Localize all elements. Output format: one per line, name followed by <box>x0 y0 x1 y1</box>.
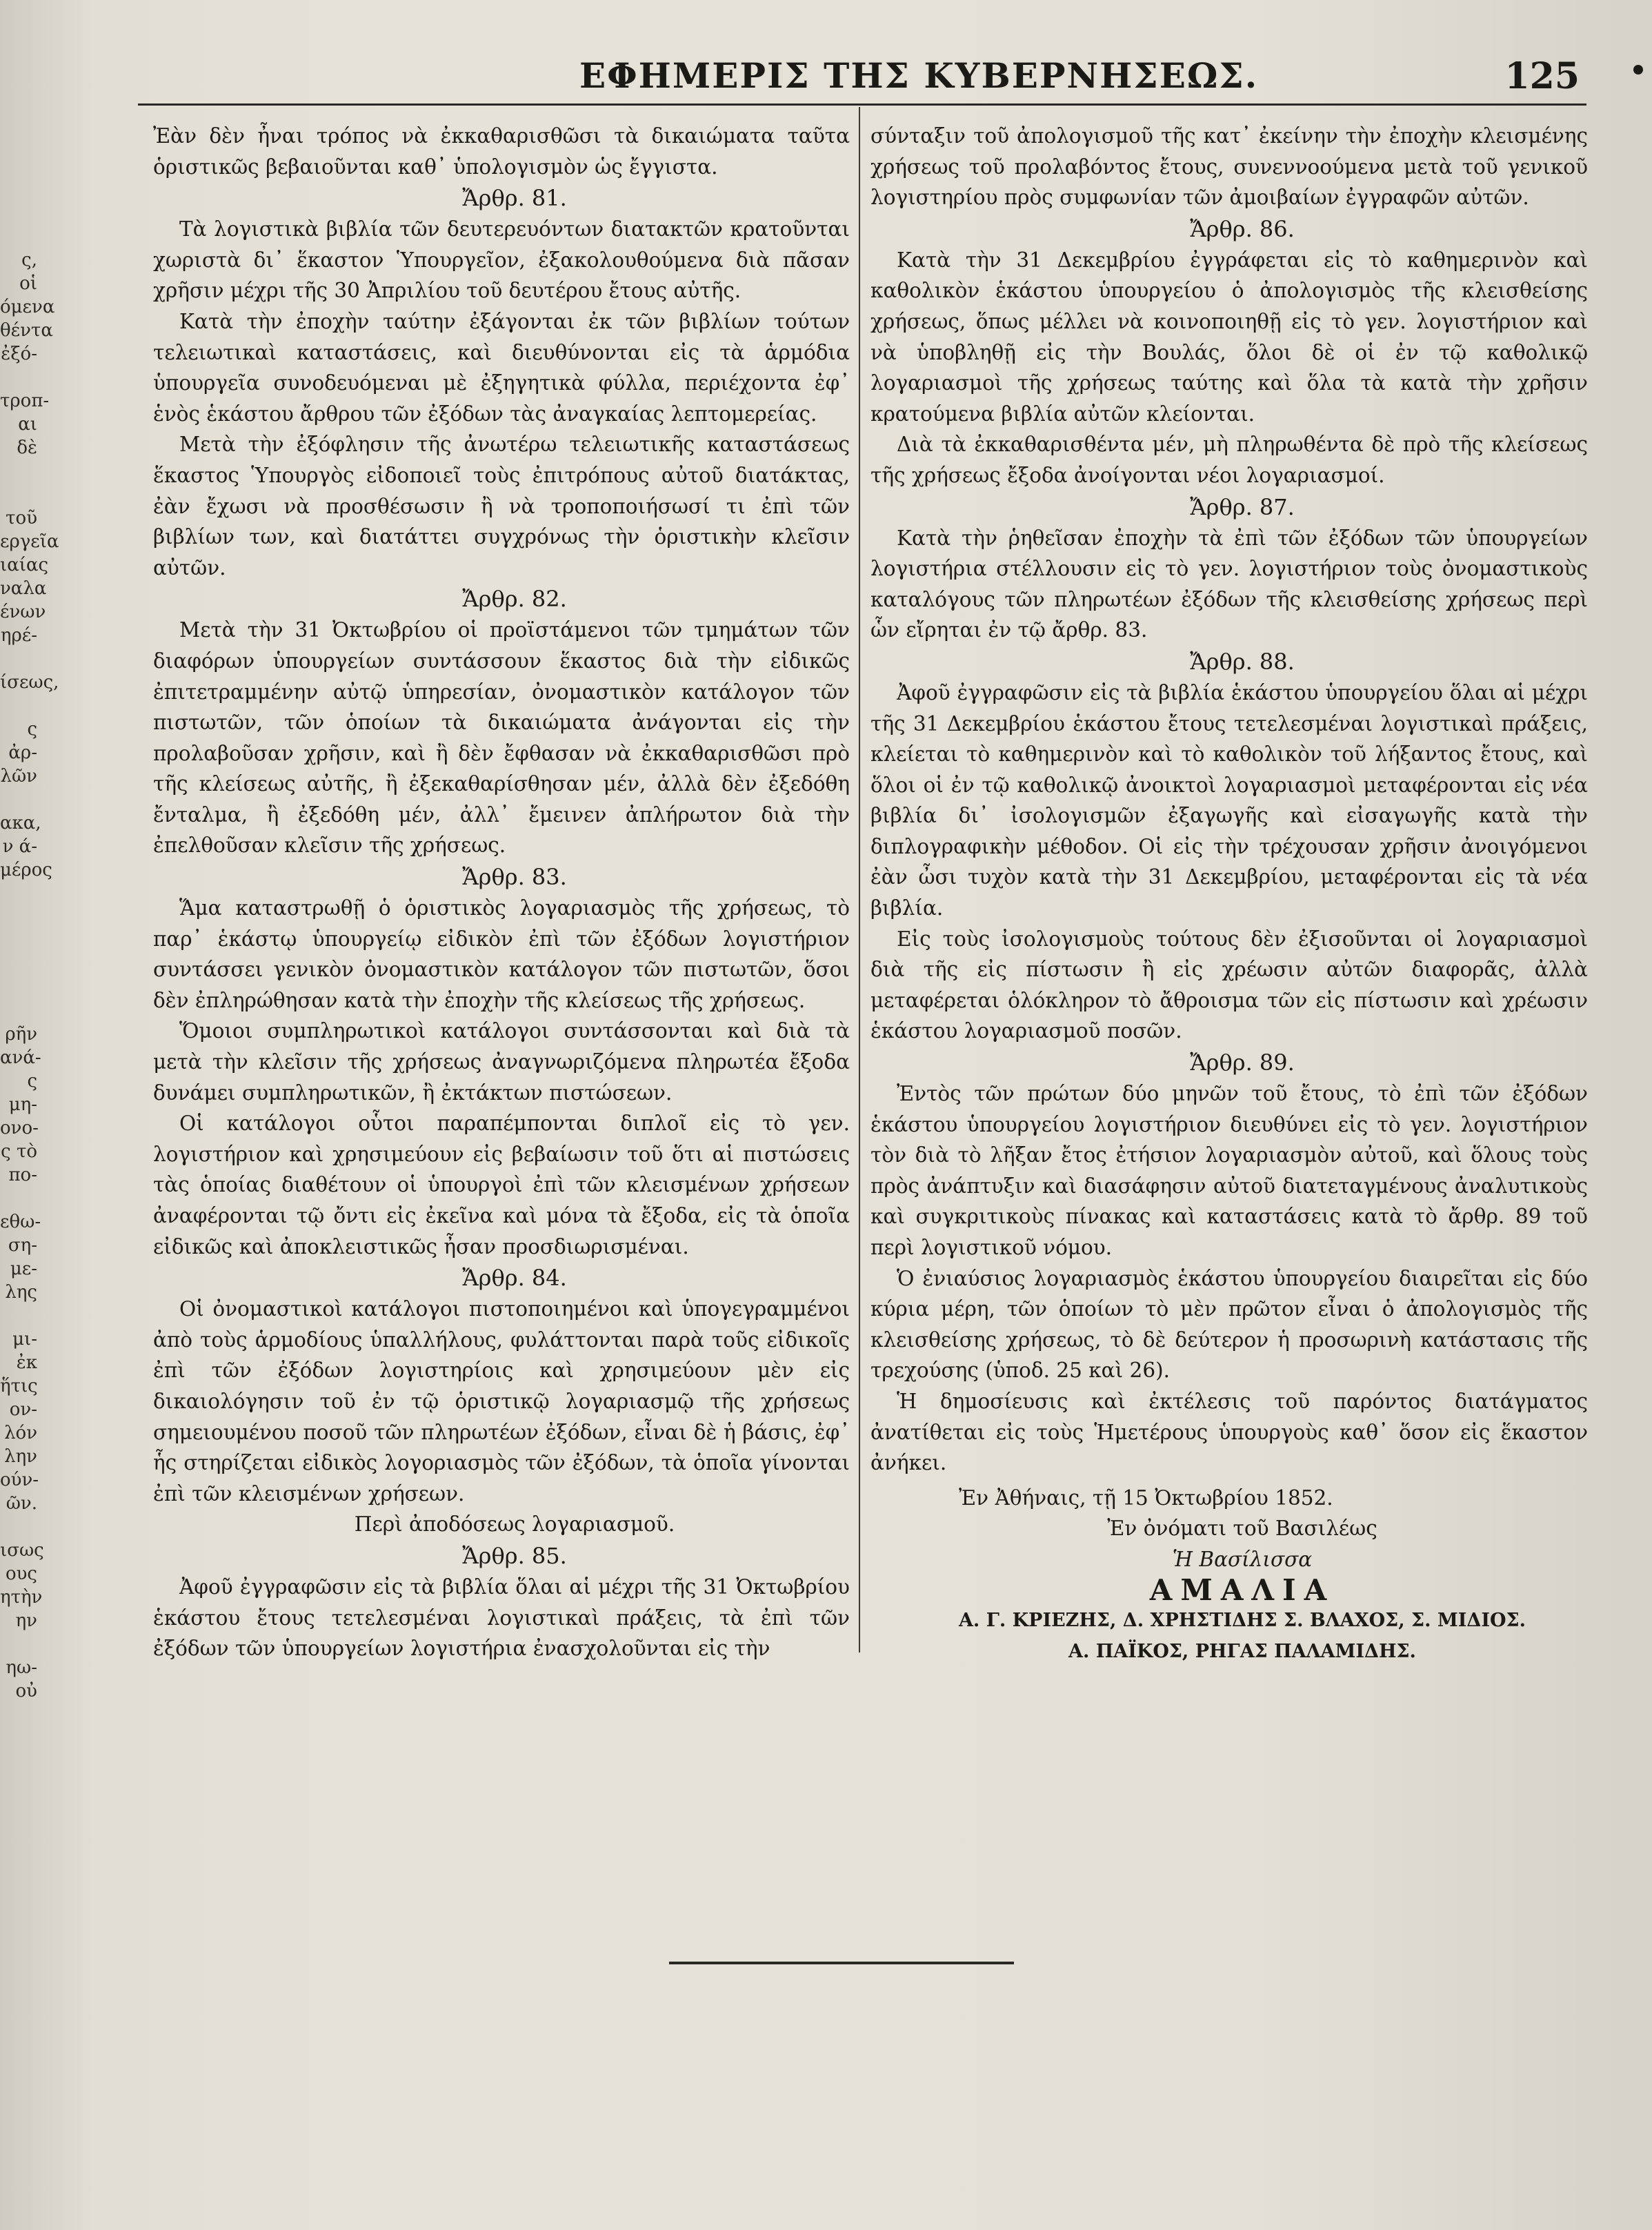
paragraph: Ἀφοῦ ἐγγραφῶσιν εἰς τὰ βιβλία ὅλαι αἱ μέχρι τῆς 31 Ὀκτωβρίου ἑκάστου ἔτους τετελεσμέναι λογιστικαὶ πράξεις, τὰ ἐπὶ τῶν ἐξόδων τῶν ὑπουργείων λογιστήρια ἐνασχολοῦνται εἰς τὴν <box>153 1575 850 1661</box>
article-heading: Ἄρθρ. 81. <box>462 185 567 212</box>
gutter-fragment: εργεῖα <box>0 531 59 552</box>
paragraph: Οἱ κατάλογοι οὗτοι παραπέμπονται διπλοῖ εἰς τὸ γεν. λογιστήριον καὶ χρησιμεύουν εἰς βεβαίωσιν τοῦ ὅτι αἱ πιστώσεις τὰς ὁποίας διαθέτουν οἱ ὑπουργοὶ ἐπὶ τῶν κλεισμένων χρήσεων ἀναφέρονται τῷ ὄντι εἰς ἐκεῖνα καὶ μόνα τὰ ἔξοδα, εἰς τὰ ὁποῖα εἰδικῶς καὶ ἀποκλειστικῶς ἦσαν προσδιωρισμέναι. <box>153 1112 850 1259</box>
gutter-fragment: τοῦ <box>6 508 37 529</box>
gutter-fragment: ναλα <box>0 578 47 599</box>
gutter-fragment: ητὴν <box>0 1587 43 1608</box>
gutter-fragment: μι- <box>12 1329 37 1350</box>
gutter-fragment <box>0 366 37 389</box>
page-header <box>138 55 1586 103</box>
gutter-fragment: ονο- <box>0 1118 39 1138</box>
gutter-fragment: ην <box>15 1610 37 1631</box>
article-heading: Ἄρθρ. 84. <box>462 1265 567 1292</box>
gutter-fragment: ένων <box>0 602 46 622</box>
gutter-fragment <box>0 647 37 671</box>
gutter-fragment: ηρέ- <box>0 625 37 646</box>
section-subheading: Περὶ ἀποδόσεως λογαριασμοῦ. <box>354 1512 675 1537</box>
paragraph: Ὅμοιοι συμπληρωτικοὶ κατάλογοι συντάσσονται καὶ διὰ τὰ μετὰ τὴν κλεῖσιν τῆς χρήσεως ἀναγνωριζόμενα πληρωτέα ἔξοδα δυνάμει συμπληρωτικῶν, ἢ ἐκτάκτων πιστώσεων. <box>153 1019 850 1105</box>
gutter-fragment: ισως <box>0 1540 44 1561</box>
paragraph: Ἡ δημοσίευσις καὶ ἐκτέλεσις τοῦ παρόντος διατάγματος ἀνατίθεται εἰς τοὺς Ἡμετέρους ὑπουργοὺς καθ᾿ ὅσον εἰς ἕκαστον ἀνήκει. <box>870 1389 1588 1475</box>
gutter-fragment <box>0 1632 37 1656</box>
gutter-fragment: ἐξό- <box>1 344 37 364</box>
gutter-fragment: ηω- <box>6 1657 37 1678</box>
gutter-fragment <box>0 694 37 718</box>
ink-dot <box>1633 65 1643 75</box>
paragraph: Ἐντὸς τῶν πρώτων δύο μηνῶν τοῦ ἔτους, τὸ ἐπὶ τῶν ἐξόδων ἑκάστου ὑπουργείου λογιστήριον διευθύνει εἰς τὸ γεν. λογιστήριον τὸν διὰ τὸ λῆξαν ἔτος ἐτήσιον λογαριασμὸν αὐτοῦ, καὶ ὅλους τοὺς πρὸς ἀνάπτυξιν καὶ διασάφησιν αὐτοῦ διατεταγμένους ἀναλυτικοὺς καὶ συγκριτικοὺς πίνακας καὶ καταστάσεις κατὰ τὸ ἄρθρ. 89 τοῦ περὶ λογιστικοῦ νόμου. <box>870 1082 1588 1259</box>
gutter-fragment: ς τὸ <box>1 1141 37 1162</box>
gutter-fragment: ον- <box>9 1399 37 1420</box>
gutter-fragment <box>0 905 37 929</box>
header-rule <box>138 103 1586 106</box>
paragraph: Κατὰ τὴν ῥηθεῖσαν ἐποχὴν τὰ ἐπὶ τῶν ἐξόδων τῶν ὑπουργείων λογιστήρια στέλλουσιν εἰς τὸ γεν. λογιστήριον τοὺς ὀνομαστικοὺς καταλόγους τῶν πληρωτέων ἐξόδων τῆς κλεισθείσης χρήσεως περὶ ὧν εἴρηται ἐν τῷ ἄρθρ. 83. <box>870 526 1588 642</box>
gutter-fragment: ους <box>5 1563 37 1584</box>
gutter-fragment: ἥτις <box>0 1376 38 1397</box>
paragraph: Κατὰ τὴν 31 Δεκεμβρίου ἐγγράφεται εἰς τὸ καθημερινὸν καὶ καθολικὸν ἑκάστου ὑπουργείου ὁ ἀπολογισμὸς τῆς κλεισθείσης χρήσεως, ὅπως μέλλει νὰ κοινοποιηθῇ εἰς τὸ γεν. λογιστήριον καὶ νὰ ὑποβληθῇ εἰς τὴν Βουλάς, ὅλοι δὲ οἱ ἐν τῷ καθολικῷ λογαριασμοὶ τῆς χρήσεως ταύτης καὶ ὅλα τὰ κατὰ τὴν χρῆσιν κρατούμενα βιβλία αὐτῶν κλείονται. <box>870 248 1588 426</box>
gutter-fragment: ούν- <box>0 1470 39 1490</box>
gutter-fragment <box>0 1304 37 1328</box>
gutter-fragment: ανά- <box>0 1047 41 1068</box>
right-column-body <box>870 121 1588 1479</box>
ministers-line-2: Α. ΠΑΪΚΟΣ, ΡΗΓΑΣ ΠΑΛΑΜΙΔΗΣ. <box>1068 1640 1416 1662</box>
article-heading: Ἄρθρ. 85. <box>462 1542 567 1569</box>
gutter-fragment: λῶν <box>0 766 37 787</box>
article-heading: Ἄρθρ. 86. <box>1190 215 1295 242</box>
right-column <box>870 121 1588 1667</box>
paragraph: Μετὰ τὴν 31 Ὀκτωβρίου οἱ προϊστάμενοι τῶν τμημάτων τῶν διαφόρων ὑπουργείων συντάσσουν ἕκαστος διὰ τὴν εἰδικῶς ἐπιτετραμμένην αὐτῷ ὑπηρεσίαν, ὀνομαστικὸν κατάλογον τῶν πιστωτῶν, τῶν ὁποίων τὰ δικαιώματα ἀνάγονται εἰς τὴν προλαβοῦσαν χρῆσιν, καὶ ἢ δὲν ἔφθασαν νὰ ἐκκαθαρισθῶσι πρὸ τῆς κλείσεως αὐτῆς, ἢ ἐξεκαθαρίσθησαν μέν, ἀλλὰ δὲν ἐξεδόθη ἔνταλμα, ἢ ἐξεδόθη μέν, ἀλλ᾿ ἔμεινεν ἀπλήρωτον διὰ τὴν ἐπελθοῦσαν κλεῖσιν τῆς χρήσεως. <box>153 618 850 858</box>
gutter-fragment <box>0 882 37 905</box>
gutter-fragment: πο- <box>8 1165 37 1185</box>
gutter-fragment: ῶν. <box>6 1493 37 1514</box>
gutter-fragment: οὐ <box>15 1681 37 1701</box>
gutter-fragment: με- <box>10 1259 37 1279</box>
gutter-fragment: λην <box>4 1446 37 1467</box>
gutter-fragment: ς μη- <box>8 1071 37 1115</box>
gutter-fragment <box>0 1187 37 1210</box>
gutter-fragment: ακα, <box>0 813 41 833</box>
queen-title: Ἡ Βασίλισσα <box>1172 1547 1313 1571</box>
paragraph: σύνταξιν τοῦ ἀπολογισμοῦ τῆς κατ᾿ ἐκείνην τὴν ἐποχὴν κλεισμένης χρήσεως τοῦ προλαβόντος ἔτους, συνεννοούμενα μετὰ τοῦ γενικοῦ λογιστηρίου πρὸς συμφωνίαν τῶν ἀμοιβαίων ἐγγραφῶν αὐτῶν. <box>870 124 1588 210</box>
article-heading: Ἄρθρ. 89. <box>1190 1049 1295 1076</box>
place-date: Ἐν Ἀθήναις, τῇ 15 Ὀκτωβρίου 1852. <box>959 1486 1333 1510</box>
gutter-fragment <box>0 952 37 976</box>
paragraph: Τὰ λογιστικὰ βιβλία τῶν δευτερευόντων διατακτῶν κρατοῦνται χωριστὰ δι᾿ ἕκαστον Ὑπουργεῖον, ἐξακολουθούμενα διὰ πᾶσαν χρῆσιν μέχρι τῆς 30 Ἀπριλίου τοῦ δευτέρου ἔτους αὐτῆς. <box>153 217 850 303</box>
paragraph: Οἱ ὀνομαστικοὶ κατάλογοι πιστοποιημένοι καὶ ὑπογεγραμμένοι ἀπὸ τοὺς ἁρμοδίους ὑπαλλήλους, φυλάττονται παρὰ τοῦς εἰδικοῖς ἐπὶ τῶν ἐξόδων λογιστηρίοις καὶ χρησιμεύουν μὲν εἰς δικαιολόγησιν τοῦ ἐν τῷ ὁριστικῷ λογαριασμῷ τῆς χρήσεως σημειουμένου ποσοῦ τῶν πληρωτέων ἐξόδων, εἶναι δὲ ἡ βάσις, ἐφ᾿ ἧς στηρίζεται εἰδικὸς λογοριασμὸς τῶν ἐξόδων, τὰ ὁποῖα γίνονται ἐπὶ τῶν κλεισμένων χρήσεων. <box>153 1297 850 1506</box>
running-title: ΕΦΗΜΕΡΙΣ ΤΗΣ ΚΥΒΕΡΝΗΣΕΩΣ. <box>579 55 1259 96</box>
paragraph: Μετὰ τὴν ἐξόφλησιν τῆς ἀνωτέρω τελειωτικῆς καταστάσεως ἕκαστος Ὑπουργὸς εἰδοποιεῖ τοὺς ἐπιτρόπους αὐτοῦ διατάκτας, ἐὰν ἔχωσι νὰ προσθέσωσιν ἢ νὰ τροποποιήσωσί τι ἐπὶ τῶν βιβλίων των, καὶ διατάττει συγχρόνως τὴν ὁριστικὴν κλεῖσιν αὐτῶν. <box>153 433 850 580</box>
gutter-fragment <box>0 788 37 811</box>
gutter-fragment <box>0 999 37 1023</box>
gutter-fragment <box>0 1515 37 1539</box>
paragraph: Ἀφοῦ ἐγγραφῶσιν εἰς τὰ βιβλία ἑκάστου ὑπουργείου ὅλαι αἱ μέχρι τῆς 31 Δεκεμβρίου ἑκάστου ἔτους τετελεσμέναι λογιστικαὶ πράξεις, κλείεται τὸ καθημερινὸν καὶ τὸ καθολικὸν τοῦ λήξαντος ἔτους, καὶ ὅλοι οἱ ἐν τῷ καθολικῷ ἀνοικτοὶ λογαριασμοὶ μεταφέρονται εἰς νέα βιβλία δι᾿ ἰσολογισμῶν ἐξαγωγῆς καὶ εἰσαγωγῆς κατὰ τὴν διπλογραφικὴν μέθοδον. Οἱ εἰς τὴν τρέχουσαν χρῆσιν ἀνοιγόμενοι ἐὰν ὦσι τυχὸν κατὰ τὴν 31 Δεκεμβρίου, μεταφέρονται εἰς τὰ νέα βιβλία. <box>870 680 1588 920</box>
gutter-fragment: μέρος <box>0 860 52 880</box>
paragraph: Ὁ ἐνιαύσιος λογαριασμὸς ἑκάστου ὑπουργείου διαιρεῖται εἰς δύο κύρια μέρη, τῶν ὁποίων τὸ μὲν πρῶτον εἶναι ὁ ἀπολογισμὸς τῆς κλεισθείσης χρήσεως, τὸ δὲ δεύτερον ἡ προσωρινὴ κατάστασις τῆς τρεχούσης (ὑποδ. 25 καὶ 26). <box>870 1266 1588 1383</box>
gutter-fragment: ν ά- <box>2 836 37 857</box>
gutter-fragment: εθω- <box>0 1212 41 1232</box>
article-heading: Ἄρθρ. 88. <box>1190 648 1295 675</box>
gutter-fragment <box>0 483 37 506</box>
gutter-fragment: όμενα <box>0 297 55 317</box>
gutter-fragment <box>0 929 37 952</box>
paragraph: Ἐὰν δὲν ἦναι τρόπος νὰ ἐκκαθαρισθῶσι τὰ δικαιώματα ταῦτα ὁριστικῶς βεβαιοῦνται καθ᾿ ὑπολογισμὸν ὡς ἔγγιστα. <box>153 124 850 179</box>
gutter-fragment: ς, οἱ <box>19 250 37 294</box>
gutter-fragment: ίσεως, <box>0 672 59 693</box>
paragraph: Κατὰ τὴν ἐποχὴν ταύτην ἐξάγονται ἐκ τῶν βιβλίων τούτων τελειωτικαὶ καταστάσεις, καὶ διευθύνονται εἰς τὰ ἁρμόδια ὑπουργεῖα συνοδευόμεναι μὲ ἐξηγητικὰ φύλλα, περιέχοντα ἐφ᾿ ἑνὸς ἑκάστου ἄρθρου τῶν ἐξόδων τὰς ἀναγκαίας λεπτομερείας. <box>153 309 850 426</box>
left-column <box>153 121 850 1664</box>
queen-name: ΑΜΑΛΙΑ <box>1149 1572 1335 1607</box>
in-name-line: Ἐν ὀνόματι τοῦ Βασιλέως <box>1107 1517 1377 1541</box>
gutter-fragment: θέντα <box>0 320 53 341</box>
gutter-fragment: τροπ- <box>0 391 50 411</box>
column-divider <box>859 107 860 1652</box>
gutter-fragment: αι δὲ <box>17 414 37 458</box>
gutter-fragment: ση- <box>8 1235 37 1256</box>
gutter-fragment <box>0 460 37 483</box>
page-number: 125 <box>1504 55 1580 97</box>
gutter-fragment: ς ἀρ- <box>8 719 37 763</box>
article-heading: Ἄρθρ. 87. <box>1190 493 1295 520</box>
gutter-fragment: λόν <box>4 1423 37 1443</box>
signature-block <box>870 1483 1588 1668</box>
gutter-fragment: ἐκ <box>16 1352 37 1373</box>
gutter-fragment: ιαίας <box>0 555 49 575</box>
article-heading: Ἄρθρ. 82. <box>462 586 567 613</box>
gutter-fragment: λης <box>5 1282 37 1303</box>
paragraph: Ἅμα καταστρωθῇ ὁ ὁριστικὸς λογαριασμὸς τῆς χρήσεως, τὸ παρ᾿ ἑκάστῳ ὑπουργείῳ εἰδικὸν ἐπὶ τῶν ἐξόδων λογιστήριον συντάσσει γενικὸν ὀνομαστικὸν κατάλογον τῶν πιστωτῶν, ὅσοι δὲν ἐπληρώθησαν κατὰ τὴν ἐποχὴν τῆς κλείσεως τῆς χρήσεως. <box>153 896 850 1012</box>
paragraph: Εἰς τοὺς ἰσολογισμοὺς τούτους δὲν ἐξισοῦνται οἱ λογαριασμοὶ διὰ τῆς εἰς πίστωσιν ἢ εἰς χρέωσιν αὐτῶν διαφορᾶς, ἀλλὰ μεταφέρεται ὁλόκληρον τὸ ἄθροισμα τῶν εἰς πίστωσιν καὶ χρέωσιν ἑκάστου λογαριασμοῦ ποσῶν. <box>870 927 1588 1043</box>
gutter-fragment <box>0 976 37 999</box>
ministers-line-1: Α. Γ. ΚΡΙΕΖΗΣ, Δ. ΧΡΗΣΤΙΔΗΣ Σ. ΒΛΑΧΟΣ, Σ. ΜΙΔΙΟΣ. <box>958 1610 1526 1632</box>
paragraph: Διὰ τὰ ἐκκαθαρισθέντα μέν, μὴ πληρωθέντα δὲ πρὸ τῆς κλείσεως τῆς χρήσεως ἔξοδα ἀνοίγονται νέοι λογαριασμοί. <box>870 433 1588 487</box>
article-heading: Ἄρθρ. 83. <box>462 864 567 891</box>
facing-page-gutter <box>0 0 59 2230</box>
footer-rule <box>669 1962 1014 1964</box>
gutter-fragment: ρῆν <box>5 1024 37 1045</box>
